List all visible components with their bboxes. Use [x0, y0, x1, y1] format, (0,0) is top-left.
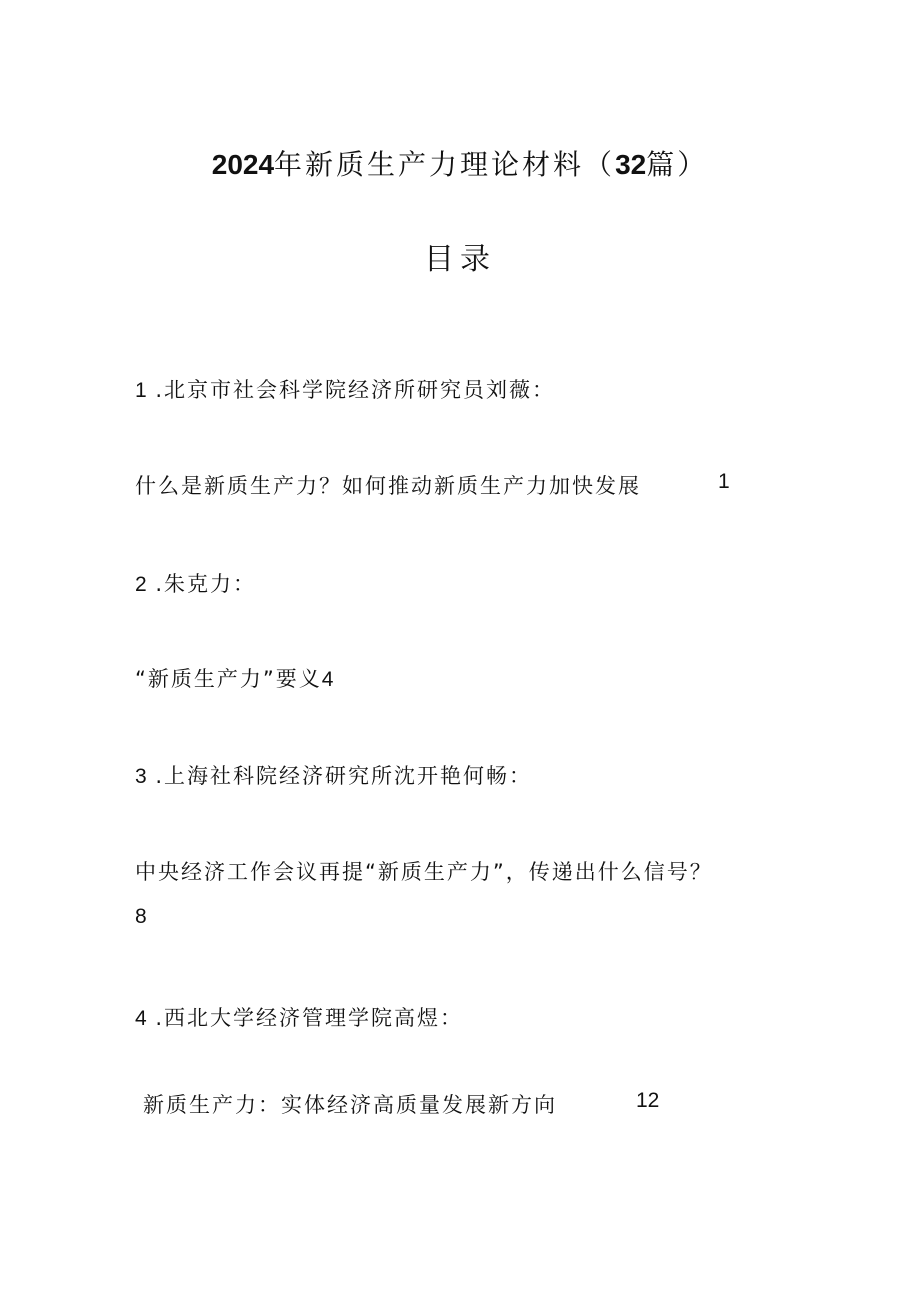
toc-entry-1-author[interactable] — [135, 374, 555, 404]
toc-entry-3-heading[interactable]: 中央经济工作会议再提“新质生产力”，传递出什么信号？ — [135, 860, 713, 884]
toc-entry-3-page: 8 — [135, 905, 147, 928]
toc-entry-1-number: 1 — [135, 379, 147, 402]
title-text: 年新质生产力理论材料（ — [274, 148, 616, 181]
title-count: 32 — [615, 149, 647, 180]
toc-entry-1-page: 1 — [718, 470, 730, 493]
toc-entry-4-author[interactable] — [135, 1002, 463, 1032]
title-year: 2024 — [211, 149, 275, 180]
toc-entry-4-page: 12 — [636, 1089, 660, 1112]
toc-entry-1-author-text: .北京市社会科学院经济所研究员刘薇： — [155, 378, 556, 402]
toc-heading: 目录 — [424, 242, 496, 277]
title-suffix: 篇） — [646, 148, 709, 181]
toc-entry-1-heading[interactable]: 什么是新质生产力？如何推动新质生产力加快发展 — [135, 474, 641, 498]
toc-entry-2-heading-text: “新质生产力”要义 — [135, 667, 322, 691]
toc-entry-3-author-text: .上海社科院经济研究所沈开艳何畅： — [155, 764, 533, 788]
toc-entry-4-number: 4 — [135, 1007, 147, 1030]
toc-entry-2-page: 4 — [321, 668, 334, 691]
toc-entry-2-heading[interactable] — [135, 663, 333, 693]
toc-entry-2-author-text: .朱克力： — [155, 572, 257, 596]
toc-entry-2-author[interactable] — [135, 568, 256, 598]
toc-entry-4-heading[interactable]: 新质生产力：实体经济高质量发展新方向 — [143, 1093, 557, 1117]
toc-entry-3-author[interactable] — [135, 760, 532, 790]
toc-entry-4-author-text: .西北大学经济管理学院高煜： — [155, 1006, 464, 1030]
document-title — [0, 143, 920, 183]
toc-entry-3-number: 3 — [135, 765, 147, 788]
toc-entry-2-number: 2 — [135, 573, 147, 596]
